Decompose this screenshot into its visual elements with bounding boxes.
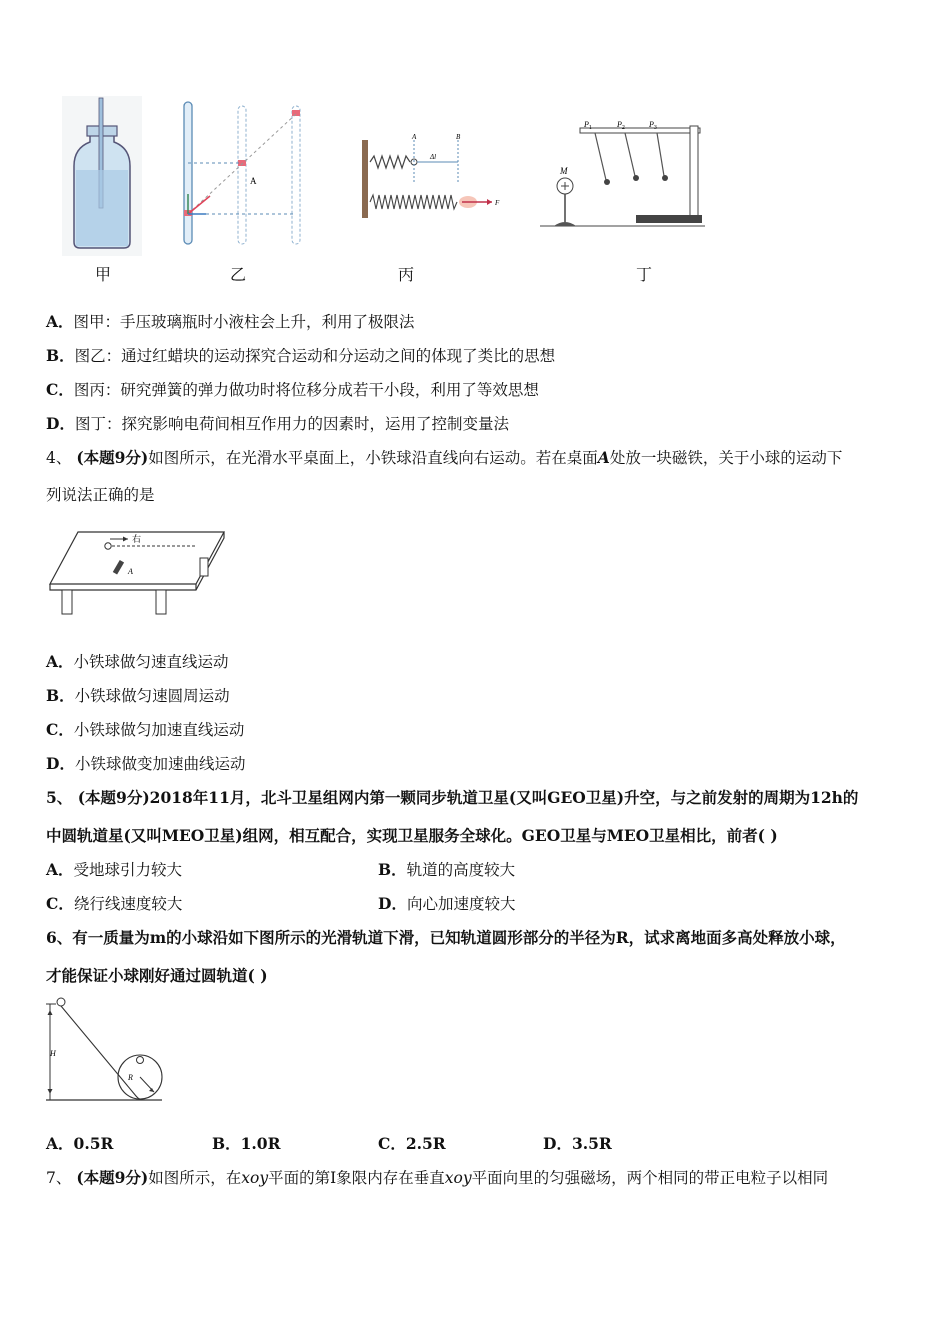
yi-point-label: A	[250, 176, 257, 186]
q6-option-a: A．0.5R	[46, 1134, 114, 1153]
q5-stem-line1: 5、 (本题9分)2018年11月，北斗卫星组网内第一颗同步轨道卫星(又叫GEO卫星)升空，与之前发射的周期为12h的	[46, 788, 859, 807]
q6-r-label: R	[128, 1073, 133, 1082]
figure-yi	[180, 100, 310, 250]
q5-option-b: B．轨道的高度较大	[378, 860, 516, 879]
bing-label-f: F	[495, 199, 500, 207]
q3-option-a: A．图甲：手压玻璃瓶时小液柱会上升，利用了极限法	[46, 312, 415, 331]
q4-stem-line1: 4、 (本题9分)如图所示，在光滑水平桌面上，小铁球沿直线向右运动。若在桌面A处放一块磁铁，关于小球的运动下	[46, 448, 843, 467]
q4-option-c: C．小铁球做匀加速直线运动	[46, 720, 245, 739]
q4-option-d: D．小铁球做变加速曲线运动	[46, 754, 246, 773]
ding-label-p3: P	[649, 120, 654, 129]
ding-label-p2: P	[617, 120, 622, 129]
q6-h-label: H	[50, 1049, 56, 1058]
q6-track-figure	[44, 996, 169, 1106]
caption-yi: 乙	[230, 265, 247, 284]
figure-jia	[62, 96, 142, 256]
bing-label-dl: Δl	[430, 153, 437, 161]
ding-label-p1: P	[584, 120, 589, 129]
caption-bing: 丙	[398, 265, 415, 284]
figure-ding	[540, 118, 710, 233]
q4-right-label: 右	[132, 534, 142, 544]
ding-label-p1-sub: 1	[588, 125, 592, 131]
caption-ding: 丁	[636, 265, 653, 284]
q4-a-label: A	[128, 567, 133, 576]
q6-option-d: D．3.5R	[543, 1134, 612, 1153]
ding-label-m: M	[560, 166, 568, 176]
q6-stem-line2: 才能保证小球刚好通过圆轨道( )	[46, 966, 268, 985]
q4-option-b: B．小铁球做匀速圆周运动	[46, 686, 230, 705]
bing-label-a: A	[412, 133, 417, 141]
ding-label-p2-sub: 2	[621, 125, 625, 131]
caption-jia: 甲	[95, 265, 112, 284]
q6-stem-line1: 6、有一质量为m的小球沿如下图所示的光滑轨道下滑，已知轨道圆形部分的半径为R，试求离地面多高处释放小球，	[46, 928, 846, 947]
q3-option-c: C．图丙：研究弹簧的弹力做功时将位移分成若干小段，利用了等效思想	[46, 380, 539, 399]
figure-bing	[362, 132, 512, 222]
q3-option-d: D．图丁：探究影响电荷间相互作用力的因素时，运用了控制变量法	[46, 414, 509, 433]
q7-stem-line1: 7、 (本题9分)如图所示，在xoy平面的第Ⅰ象限内存在垂直xoy平面向里的匀强磁场，两个相同的带正电粒子以相同	[46, 1168, 829, 1187]
q4-option-a: A．小铁球做匀速直线运动	[46, 652, 229, 671]
q4-table-figure	[46, 528, 231, 618]
q6-option-c: C．2.5R	[378, 1134, 446, 1153]
q5-option-d: D．向心加速度较大	[378, 894, 516, 913]
ding-label-p3-sub: 3	[653, 125, 657, 131]
q6-option-b: B．1.0R	[212, 1134, 281, 1153]
q5-option-c: C．绕行线速度较大	[46, 894, 183, 913]
q3-option-b: B．图乙：通过红蜡块的运动探究合运动和分运动之间的体现了类比的思想	[46, 346, 556, 365]
q5-stem-line2: 中圆轨道星(又叫MEO卫星)组网，相互配合，实现卫星服务全球化。GEO卫星与MEO卫星相比，前者( )	[46, 826, 778, 845]
q5-option-a: A．受地球引力较大	[46, 860, 183, 879]
bing-label-b: B	[456, 133, 461, 141]
q4-stem-line2: 列说法正确的是	[46, 486, 155, 504]
